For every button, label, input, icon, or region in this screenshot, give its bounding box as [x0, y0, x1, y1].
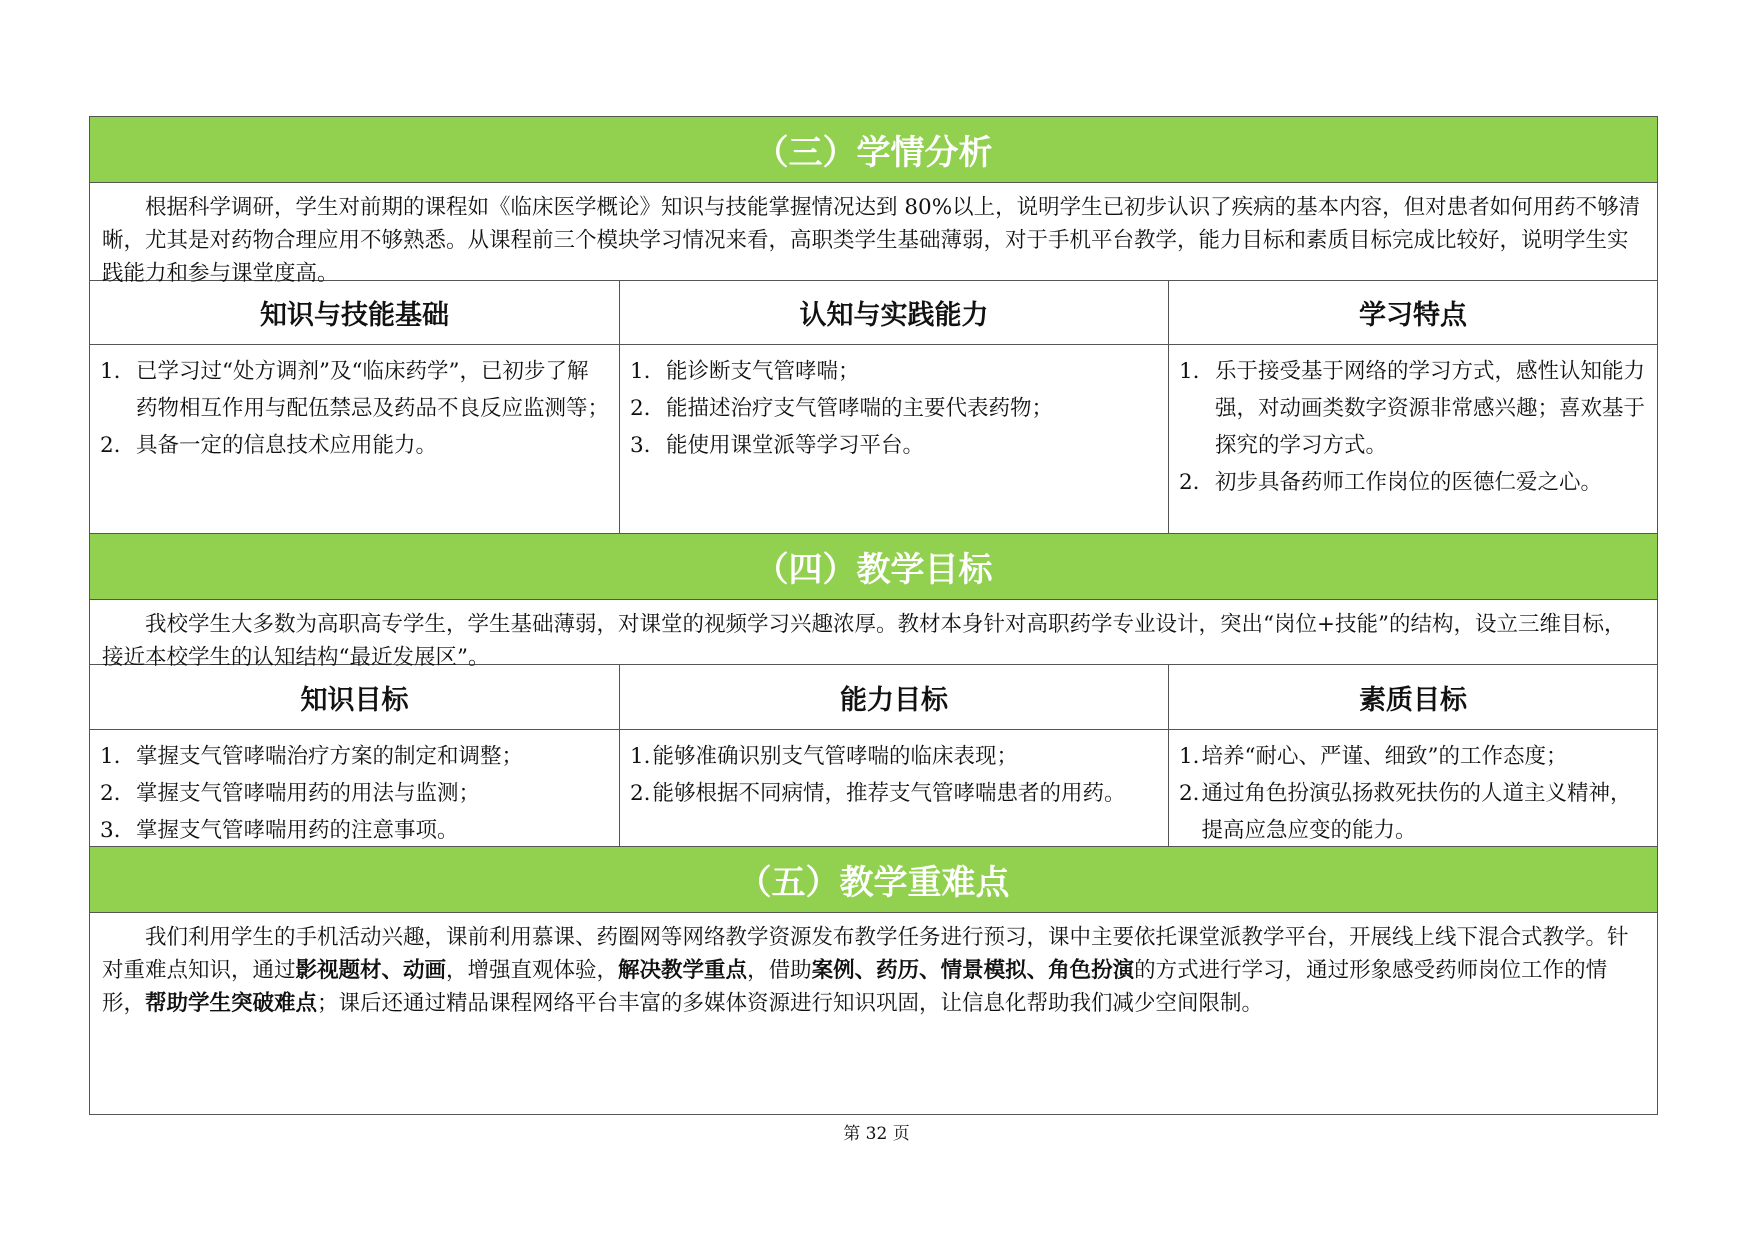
list-item-text: 能使用课堂派等学习平台。 — [666, 433, 925, 458]
section4-header-quality: 素质目标 — [1359, 684, 1467, 716]
emphasis-text: 影视题材、动画 — [295, 958, 447, 983]
section5-paragraph — [90, 913, 1657, 1113]
section4-col1 — [90, 730, 620, 846]
page-number: 第 32 页 — [843, 1124, 910, 1144]
list-item — [100, 353, 609, 427]
section3-paragraph: 根据科学调研，学生对前期的课程如《临床医学概论》知识与技能掌握情况达到 80%以上，说明学生已初步认识了疾病的基本内容，但对患者如何用药不够清晰，尤其是对药物合理应用不够熟悉。从课程前三个模块学习情况来看，高职类学生基础薄弱，对于手机平台教学，能力目标和素质目标完成比较好，说明学生实践能力和参与课堂度高。 — [90, 183, 1657, 281]
list-item — [100, 812, 609, 849]
list-item-number: 1. — [1179, 359, 1200, 384]
paragraph-text: ，增强直观体验， — [446, 958, 619, 983]
list-item — [630, 390, 1158, 427]
section3-col3 — [1169, 345, 1657, 533]
paragraph-text: ；课后还通过精品课程网络平台丰富的多媒体资源进行知识巩固，让信息化帮助我们减少空间限制。 — [317, 991, 1264, 1016]
paragraph-text: 我们利用学生的手机活动兴趣，课前利用慕课、药圈网等网络教学资源发布教学任务进行预习，课中主要依托课堂派教学平台，开展线上线下混合式教学。针对重难点知识，通过 — [102, 925, 1629, 983]
list-item-number: 3. — [630, 433, 651, 458]
emphasis-text: 解决教学重点 — [618, 958, 748, 983]
list-item-text: 能够准确识别支气管哮喘的临床表现； — [652, 744, 1019, 769]
list-item-text: 具备一定的信息技术应用能力。 — [136, 433, 438, 458]
list-item — [1179, 738, 1647, 775]
section3-col1 — [90, 345, 620, 533]
list-item — [100, 738, 609, 775]
list-item-text: 初步具备药师工作岗位的医德仁爱之心。 — [1215, 470, 1603, 495]
section4-content-row — [90, 730, 1657, 847]
list-item-text: 乐于接受基于网络的学习方式，感性认知能力强，对动画类数字资源非常感兴趣；喜欢基于探究的学习方式。 — [1215, 359, 1646, 458]
section3-header-practice: 认知与实践能力 — [620, 281, 1169, 344]
section4-header-ability: 能力目标 — [620, 665, 1169, 729]
list-item-number: 2. — [630, 396, 651, 421]
list-item-text: 掌握支气管哮喘用药的注意事项。 — [136, 818, 459, 843]
list-item — [630, 353, 1158, 390]
list-item-text: 能描述治疗支气管哮喘的主要代表药物； — [666, 396, 1054, 421]
list-item-number: 2. — [630, 781, 651, 806]
list-item — [630, 775, 1158, 812]
list-item-number: 2. — [100, 781, 121, 806]
list-item-text: 已学习过“处方调剂”及“临床药学”，已初步了解药物相互作用与配伍禁忌及药品不良反应监测等； — [136, 359, 610, 421]
list-item — [100, 427, 609, 464]
section3-title: （三）学情分析 — [90, 117, 1657, 183]
section5-title: （五）教学重难点 — [90, 847, 1657, 913]
list-item-number: 2. — [1179, 781, 1200, 806]
section3-header-row — [90, 281, 1657, 345]
section4-col2 — [620, 730, 1169, 846]
list-item-number: 2. — [1179, 470, 1200, 495]
list-item-number: 1. — [1179, 744, 1200, 769]
list-item — [1179, 464, 1647, 501]
list-item — [100, 775, 609, 812]
list-item-text: 培养“耐心、严谨、细致”的工作态度； — [1201, 744, 1568, 769]
list-item — [1179, 353, 1647, 464]
list-item — [1179, 775, 1647, 849]
list-item-text: 掌握支气管哮喘用药的用法与监测； — [136, 781, 481, 806]
emphasis-text: 帮助学生突破难点 — [145, 991, 318, 1016]
document-table — [89, 116, 1658, 1115]
section3-col2 — [620, 345, 1169, 533]
list-item-number: 3. — [100, 818, 121, 843]
section4-col3 — [1169, 730, 1657, 846]
section4-header-knowledge: 知识目标 — [90, 665, 620, 729]
list-item-text: 通过角色扮演弘扬救死扶伤的人道主义精神，提高应急应变的能力。 — [1201, 781, 1632, 843]
section4-header-row — [90, 665, 1657, 730]
emphasis-text: 案例、药历、情景模拟、角色扮演 — [811, 958, 1135, 983]
list-item-number: 1. — [100, 359, 121, 384]
section4-title: （四）教学目标 — [90, 534, 1657, 600]
list-item — [630, 738, 1158, 775]
list-item-text: 掌握支气管哮喘治疗方案的制定和调整； — [136, 744, 524, 769]
section4-paragraph: 我校学生大多数为高职高专学生，学生基础薄弱，对课堂的视频学习兴趣浓厚。教材本身针对高职药学专业设计，突出“岗位+技能”的结构，设立三维目标，接近本校学生的认知结构“最近发展区”。 — [90, 600, 1657, 665]
list-item-text: 能够根据不同病情，推荐支气管哮喘患者的用药。 — [652, 781, 1126, 806]
list-item-number: 1. — [630, 359, 651, 384]
list-item-number: 2. — [100, 433, 121, 458]
paragraph-text: 的方式进行学习，通过形象感受药师岗位工作的情形， — [102, 958, 1608, 1016]
section3-content-row — [90, 345, 1657, 534]
list-item-number: 1. — [630, 744, 651, 769]
section3-header-traits: 学习特点 — [1359, 300, 1467, 331]
paragraph-text: ，借助 — [747, 958, 812, 983]
section3-header-knowledge: 知识与技能基础 — [90, 281, 620, 344]
list-item-number: 1. — [100, 744, 121, 769]
list-item-text: 能诊断支气管哮喘； — [666, 359, 860, 384]
list-item — [630, 427, 1158, 464]
